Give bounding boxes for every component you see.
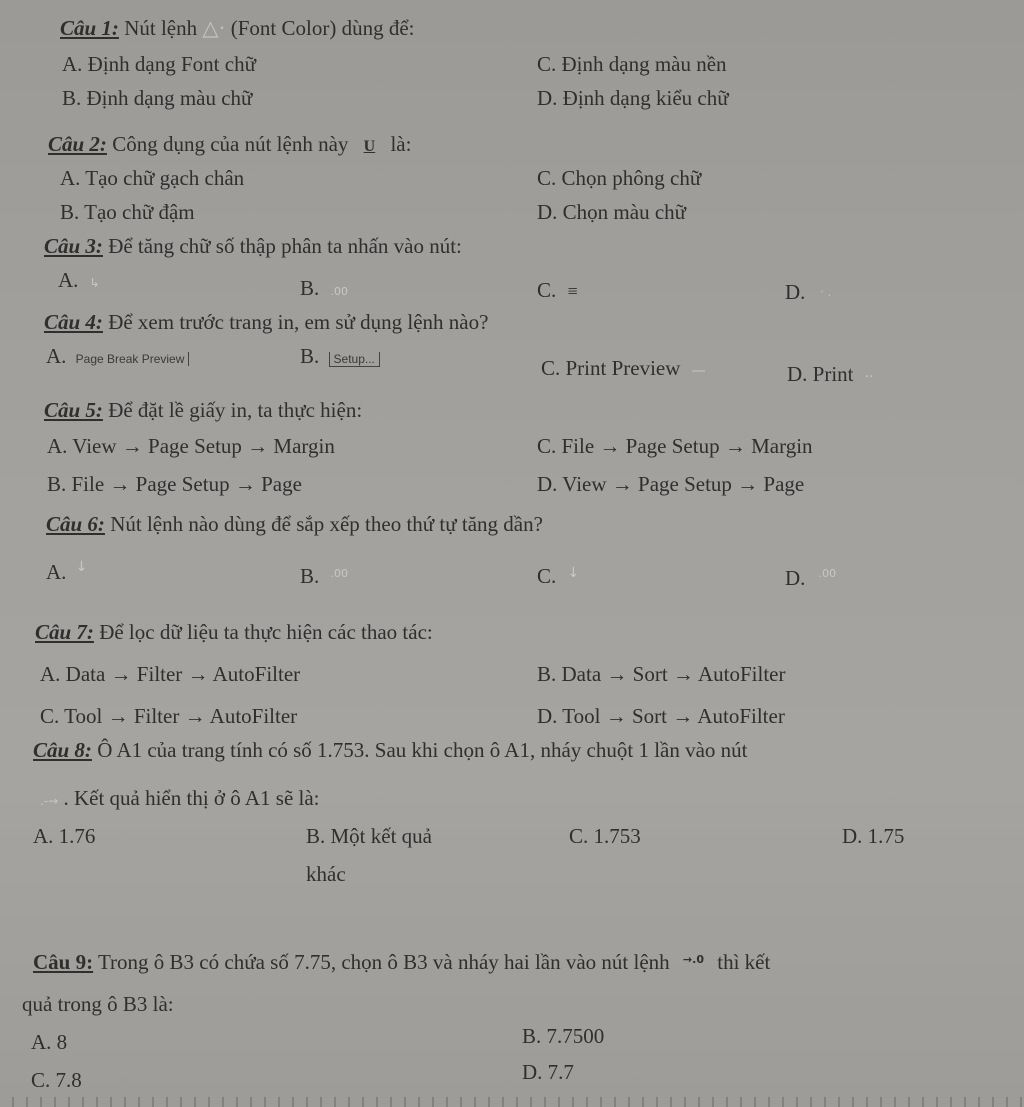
question-7-option-d[interactable]: D. Tool → Sort → AutoFilter bbox=[537, 704, 785, 728]
question-9-option-a[interactable]: A. 8 bbox=[31, 1030, 68, 1054]
question-3-option-a[interactable]: A. ↳ bbox=[58, 268, 100, 292]
question-3-option-d[interactable]: D. ´ · bbox=[785, 280, 832, 304]
question-4-stem bbox=[44, 312, 488, 333]
question-8-option-d[interactable]: D. 1.75 bbox=[842, 824, 905, 848]
question-8-label: Câu 8: bbox=[33, 738, 92, 762]
question-4-option-b[interactable]: B. Setup... bbox=[300, 346, 380, 367]
question-2-text-before: Công dụng của nút lệnh này bbox=[112, 132, 349, 156]
decrease-decimal-icon: .00 bbox=[330, 285, 349, 298]
question-4-option-d[interactable]: D. Print ·· bbox=[787, 362, 874, 386]
question-8-stem-line-2 bbox=[40, 788, 320, 809]
question-9-text-after: thì kết bbox=[717, 950, 771, 974]
question-6-option-c[interactable]: C. ↓ bbox=[537, 564, 580, 588]
question-5-label: Câu 5: bbox=[44, 398, 103, 422]
question-1-text-after: (Font Color) dùng để: bbox=[230, 16, 415, 40]
question-6-label: Câu 6: bbox=[46, 512, 105, 536]
question-2-stem bbox=[48, 134, 411, 155]
question-5-option-a[interactable]: A. View → Page Setup → Margin bbox=[47, 434, 335, 458]
question-1-stem bbox=[60, 18, 415, 39]
question-6-option-a[interactable]: A. ↓ bbox=[46, 559, 88, 584]
increase-decimal-icon: .00 bbox=[818, 567, 837, 580]
question-4-option-a[interactable]: A. Page Break Preview bbox=[46, 346, 189, 367]
question-2-text-after: là: bbox=[390, 132, 412, 156]
question-9-option-d[interactable]: D. 7.7 bbox=[522, 1060, 574, 1084]
question-6-text: Nút lệnh nào dùng để sắp xếp theo thứ tự tăng dần? bbox=[110, 512, 543, 536]
question-5-option-b[interactable]: B. File → Page Setup → Page bbox=[47, 472, 302, 496]
question-3-option-c[interactable]: C. ≡ bbox=[537, 278, 578, 302]
question-5-option-c[interactable]: C. File → Page Setup → Margin bbox=[537, 434, 813, 458]
question-9-option-c[interactable]: C. 7.8 bbox=[31, 1068, 82, 1092]
question-9-label: Câu 9: bbox=[33, 950, 94, 974]
question-8-text-2: . Kết quả hiển thị ở ô A1 sẽ là: bbox=[63, 786, 320, 810]
question-8-text: Ô A1 của trang tính có số 1.753. Sau khi chọn ô A1, nháy chuột 1 lần vào nút bbox=[97, 738, 748, 762]
question-3-label: Câu 3: bbox=[44, 234, 103, 258]
question-3-text: Để tăng chữ số thập phân ta nhấn vào nút: bbox=[108, 234, 462, 258]
question-6-option-b[interactable]: B. $^{.00}$ bbox=[300, 564, 349, 588]
font-color-icon: △· bbox=[202, 16, 226, 40]
increase-decimal-icon: →.0 bbox=[682, 953, 704, 966]
question-8-option-c[interactable]: C. 1.753 bbox=[569, 824, 641, 848]
question-4-option-c[interactable]: C. Print Preview — bbox=[541, 356, 706, 380]
question-9-option-b[interactable]: B. 7.7500 bbox=[522, 1024, 605, 1048]
question-2-option-b[interactable]: B. Tạo chữ đậm bbox=[60, 200, 195, 224]
question-1-option-b[interactable]: B. Định dạng màu chữ bbox=[62, 86, 253, 110]
question-7-label: Câu 7: bbox=[35, 620, 94, 644]
question-6-option-d[interactable]: D. $^{.00}$ bbox=[785, 566, 837, 590]
print-icon: ·· bbox=[864, 369, 874, 385]
question-3-stem bbox=[44, 236, 462, 257]
question-8-option-b[interactable]: B. Một kết quả bbox=[306, 824, 432, 848]
setup-button: Setup... bbox=[329, 352, 380, 367]
align-icon: ≡ bbox=[567, 281, 578, 301]
print-preview-icon: — bbox=[691, 363, 706, 379]
question-4-text: Để xem trước trang in, em sử dụng lệnh nào? bbox=[108, 310, 489, 334]
underline-icon: U bbox=[363, 138, 376, 155]
question-7-option-a[interactable]: A. Data → Filter → AutoFilter bbox=[40, 662, 301, 686]
question-2-label: Câu 2: bbox=[48, 132, 107, 156]
question-4-label: Câu 4: bbox=[44, 310, 103, 334]
question-1-option-a[interactable]: A. Định dạng Font chữ bbox=[62, 52, 256, 76]
question-1-label: Câu 1: bbox=[60, 16, 119, 40]
question-6-stem bbox=[46, 514, 543, 535]
question-1-option-c[interactable]: C. Định dạng màu nền bbox=[537, 52, 727, 76]
question-9-stem-line-2: quả trong ô B3 là: bbox=[22, 992, 174, 1016]
question-7-stem bbox=[35, 622, 433, 643]
question-5-stem bbox=[44, 400, 362, 421]
question-1-option-d[interactable]: D. Định dạng kiểu chữ bbox=[537, 86, 729, 110]
question-2-option-c[interactable]: C. Chọn phông chữ bbox=[537, 166, 702, 190]
question-9-text: Trong ô B3 có chứa số 7.75, chọn ô B3 và nháy hai lần vào nút lệnh bbox=[97, 950, 670, 974]
question-5-text: Để đặt lề giấy in, ta thực hiện: bbox=[108, 398, 363, 422]
question-8-option-b-continued: khác bbox=[306, 862, 346, 886]
decrease-decimal-icon: .00 bbox=[330, 567, 349, 580]
question-8-option-a[interactable]: A. 1.76 bbox=[33, 824, 96, 848]
question-3-option-b[interactable]: B. .00 bbox=[300, 276, 349, 300]
question-2-option-d[interactable]: D. Chọn màu chữ bbox=[537, 200, 687, 224]
question-7-option-b[interactable]: B. Data → Sort → AutoFilter bbox=[537, 662, 786, 686]
question-2-option-a[interactable]: A. Tạo chữ gạch chân bbox=[60, 166, 245, 190]
decrease-decimal-icon: .-→ bbox=[40, 794, 59, 808]
question-7-text: Để lọc dữ liệu ta thực hiện các thao tác: bbox=[99, 620, 433, 644]
question-1-text-before: Nút lệnh bbox=[124, 16, 198, 40]
question-9-stem bbox=[33, 952, 770, 973]
question-8-stem bbox=[33, 740, 748, 761]
increase-decimal-icon: ↳ bbox=[89, 276, 100, 290]
cut-off-text-strip bbox=[0, 1097, 1024, 1107]
sort-descending-icon: ↓ bbox=[567, 565, 580, 581]
question-5-option-d[interactable]: D. View → Page Setup → Page bbox=[537, 472, 805, 496]
question-7-option-c[interactable]: C. Tool → Filter → AutoFilter bbox=[40, 704, 298, 728]
page-break-preview-button: Page Break Preview bbox=[76, 352, 190, 366]
sort-ascending-icon: ↓ bbox=[75, 559, 88, 575]
comma-style-icon: ´ · bbox=[818, 289, 832, 302]
